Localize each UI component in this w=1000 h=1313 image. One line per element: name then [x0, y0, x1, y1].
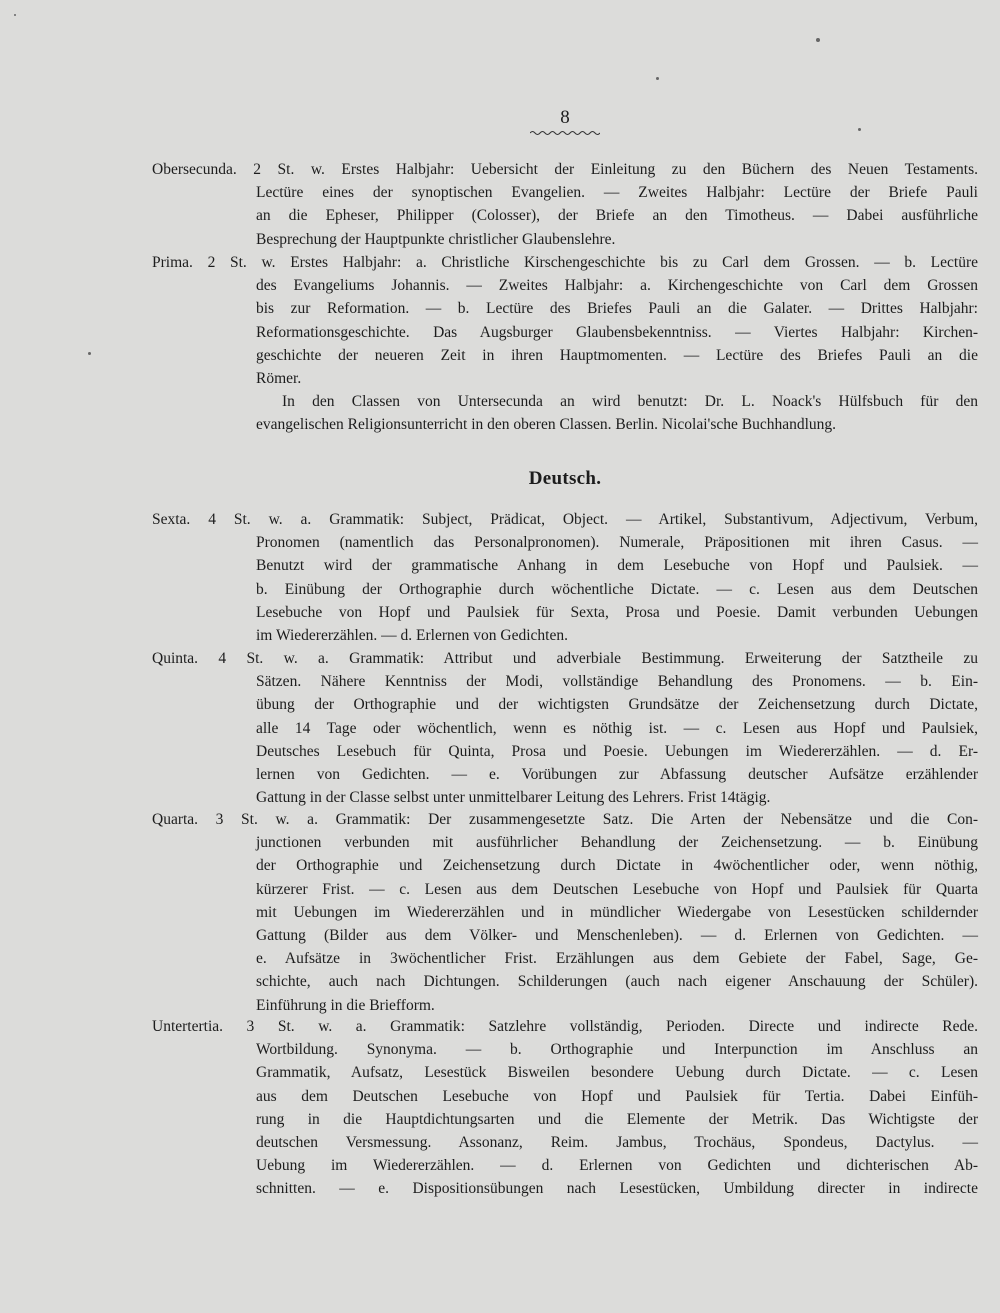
section-heading: Deutsch.: [528, 468, 602, 489]
paper-speck: [88, 352, 91, 355]
page-number-ornament: [530, 130, 600, 136]
paper-speck: [14, 14, 16, 16]
text-line: Pronomen (namentlich das Personalpronomen). Numerale, Präpositionen mit ihren Casus. —: [256, 534, 978, 552]
text-line: Lectüre eines der synoptischen Evangelien. — Zweites Halbjahr: Lectüre der Briefe Pauli: [256, 184, 978, 202]
text-line: Uebung im Wiedererzählen. — d. Erlernen von Gedichten und dichterischen Ab-: [256, 1157, 978, 1175]
text-line: Sexta. 4 St. w. a. Grammatik: Subject, Prädicat, Object. — Artikel, Substantivum, Adjectivum, Verbum,: [152, 511, 978, 528]
text-line: an die Epheser, Philipper (Colosser), der Briefe an den Timotheus. — Dabei ausführliche: [256, 207, 978, 225]
text-line: Untertertia. 3 St. w. a. Grammatik: Satzlehre vollständig, Perioden. Directe und indirecte Rede.: [152, 1018, 978, 1035]
quinta-paragraph: [152, 647, 978, 809]
text-line: e. Aufsätze in 3wöchentlicher Frist. Erzählungen aus dem Gebiete der Fabel, Sage, Ge-: [256, 950, 978, 968]
text-line: Prima. 2 St. w. Erstes Halbjahr: a. Christliche Kirschengeschichte bis zu Carl dem Grossen. — b. Lectüre: [152, 254, 978, 271]
text-line: mit Uebungen im Wiedererzählen und in mündlicher Wiedergabe von Lesestücken schildernder: [256, 903, 978, 921]
text-line: der Orthographie und Zeichensetzung durch Dictate in 4wöchentlicher oder, wenn nöthig,: [256, 857, 978, 875]
text-line: Lesebuche von Hopf und Paulsiek für Sexta, Prosa und Poesie. Damit verbunden Uebungen: [256, 603, 978, 621]
text-line: im Wiedererzählen. — d. Erlernen von Gedichten.: [256, 627, 568, 645]
text-line: rung in die Hauptdichtungsarten und die Elemente der Metrik. Das Wichtigste der: [256, 1110, 978, 1128]
textbook-note-paragraph: [152, 390, 978, 436]
untertertia-paragraph: [152, 1015, 978, 1201]
text-line: schnitten. — e. Dispositionsübungen nach Lesestücken, Umbildung directer in indirecte: [256, 1180, 978, 1198]
text-line: Reformationsgeschichte. Das Augsburger Glaubensbekenntniss. — Viertes Halbjahr: Kirchen-: [256, 323, 978, 341]
paper-speck: [858, 128, 861, 131]
text-line: Benutzt wird der grammatische Anhang in dem Lesebuche von Hopf und Paulsiek. —: [256, 557, 978, 575]
text-line: lernen von Gedichten. — e. Vorübungen zur Abfassung deutscher Aufsätze erzählender: [256, 766, 978, 784]
text-line: Römer.: [256, 370, 302, 388]
text-line: Wortbildung. Synonyma. — b. Orthographie und Interpunction im Anschluss an: [256, 1041, 978, 1059]
paper-speck: [816, 38, 820, 42]
text-line: evangelischen Religionsunterricht in den oberen Classen. Berlin. Nicolai'sche Buchhandlung.: [256, 416, 837, 434]
text-line: schichte, auch nach Dichtungen. Schilderungen (auch nach eigener Anschauung der Schüler).: [256, 973, 978, 991]
text-line: b. Einübung der Orthographie durch wöchentliche Dictate. — c. Lesen aus dem Deutschen: [256, 580, 978, 598]
text-line: Gattung in der Classe selbst unter unmittelbarer Leitung des Lehrers. Frist 14tägig.: [256, 789, 771, 807]
text-line: Besprechung der Hauptpunkte christlicher Glaubenslehre.: [256, 230, 616, 248]
page-number: 8: [560, 107, 570, 128]
text-line: Quarta. 3 St. w. a. Grammatik: Der zusammengesetzte Satz. Die Arten der Nebensätze und die Con-: [152, 811, 978, 828]
text-line: Gattung (Bilder aus dem Völker- und Menschenleben). — d. Erlernen von Gedichten. —: [256, 927, 978, 945]
text-line: aus dem Deutschen Lesebuche von Hopf und Paulsiek für Tertia. Dabei Einfüh-: [256, 1087, 978, 1105]
text-line: Deutsches Lesebuch für Quinta, Prosa und Poesie. Uebungen im Wiedererzählen. — d. Er-: [256, 742, 978, 760]
prima-paragraph: [152, 251, 978, 390]
text-line: des Evangeliums Johannis. — Zweites Halbjahr: a. Kirchengeschichte von Carl dem Grossen: [256, 277, 978, 295]
text-line: Quinta. 4 St. w. a. Grammatik: Attribut und adverbiale Bestimmung. Erweiterung der Satztheile zu: [152, 650, 978, 667]
obersecunda-paragraph: [152, 158, 978, 251]
text-line: alle 14 Tage oder wöchentlich, wenn es nöthig ist. — c. Lesen aus Hopf und Paulsiek,: [256, 719, 978, 737]
text-line: Obersecunda. 2 St. w. Erstes Halbjahr: Uebersicht der Einleitung zu den Büchern des Neuen Testaments.: [152, 161, 978, 178]
paper-speck: [656, 77, 659, 80]
text-line: geschichte der neueren Zeit in ihren Hauptmomenten. — Lectüre des Briefes Pauli an die: [256, 346, 978, 364]
quarta-paragraph: [152, 808, 978, 1017]
sexta-paragraph: [152, 508, 978, 647]
text-line: kürzerer Frist. — c. Lesen aus dem Deutschen Lesebuche von Hopf und Paulsiek für Quarta: [256, 880, 978, 898]
text-line: Sätzen. Nähere Kenntniss der Modi, vollständige Behandlung des Pronomens. — b. Ein-: [256, 673, 978, 691]
text-line: junctionen verbunden mit ausführlicher Behandlung der Zeichensetzung. — b. Einübung: [256, 834, 978, 852]
text-line: Einführung in die Briefform.: [256, 996, 435, 1014]
text-line: deutschen Versmessung. Assonanz, Reim. Jambus, Trochäus, Spondeus, Dactylus. —: [256, 1134, 978, 1152]
text-line: In den Classen von Untersecunda an wird benutzt: Dr. L. Noack's Hülfsbuch für den: [282, 393, 978, 410]
text-line: bis zur Reformation. — b. Lectüre des Briefes Pauli an die Galater. — Drittes Halbjahr:: [256, 300, 978, 318]
text-line: übung der Orthographie und der wichtigsten Grundsätze der Zeichensetzung durch Dictate,: [256, 696, 978, 714]
text-line: Grammatik, Aufsatz, Lesestück Bisweilen besondere Uebung durch Dictate. — c. Lesen: [256, 1064, 978, 1082]
